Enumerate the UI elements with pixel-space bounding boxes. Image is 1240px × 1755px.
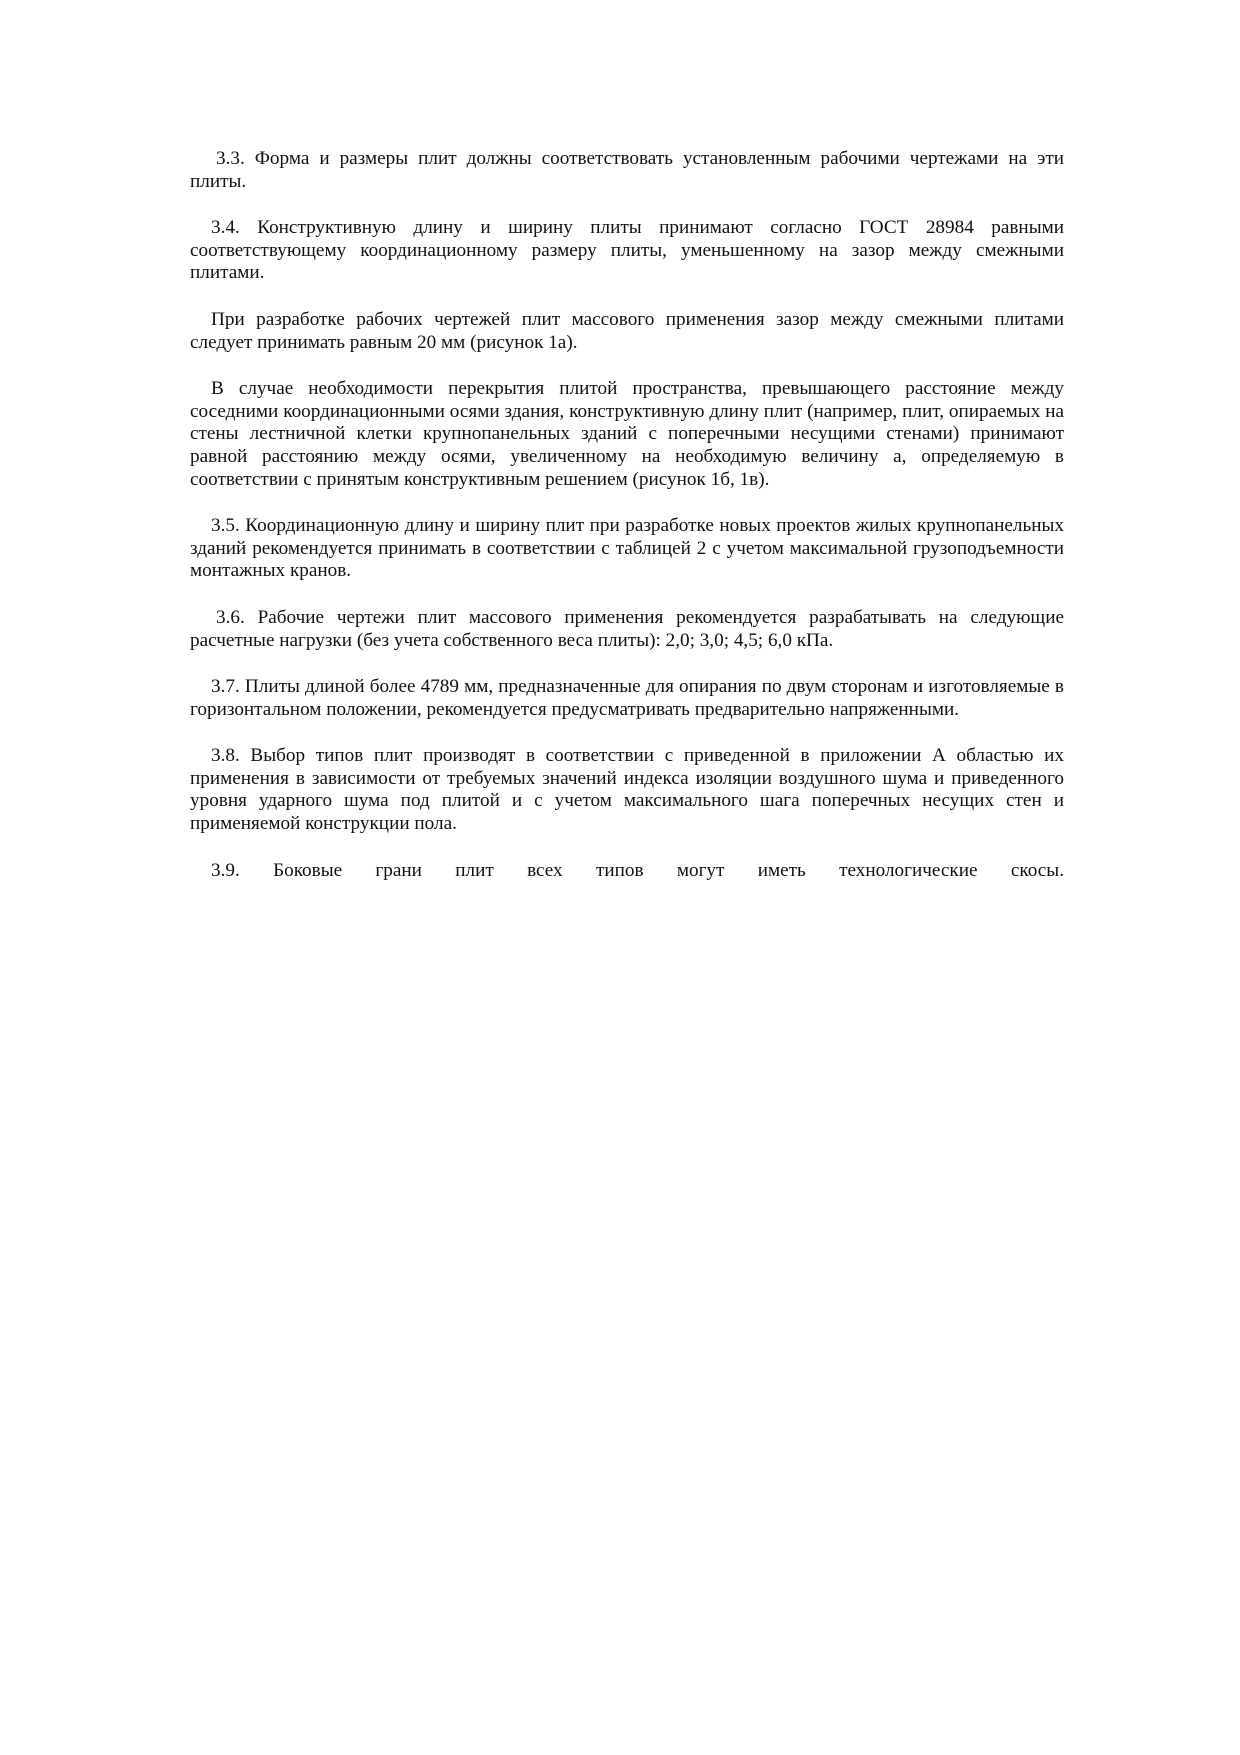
paragraph-3-4: 3.4. Конструктивную длину и ширину плиты принимают согласно ГОСТ 28984 равными соответствующему координационному размеру плиты, уменьшенному на зазор между смежными плитами. xyxy=(190,217,1064,284)
paragraph-3-8: 3.8. Выбор типов плит производят в соответствии с приведенной в приложении А областью их применения в зависимости от требуемых значений индекса изоляции воздушного шума и приведенного уровня ударного шума под плитой и с учетом максимального шага поперечных несущих стен и применяемой конструкции пола. xyxy=(190,745,1064,835)
document-page xyxy=(190,148,1064,906)
paragraph-extended-length: В случае необходимости перекрытия плитой пространства, превышающего расстояние между соседними координационными осями здания, конструктивную длину плит (например, плит, опираемых на стены лестничной клетки крупнопанельных зданий с поперечными несущими стенами) принимают равной расстоянию между осями, увеличенному на необходимую величину а, определяемую в соответствии с принятым конструктивным решением (рисунок 1б, 1в). xyxy=(190,378,1064,490)
paragraph-3-3: 3.3. Форма и размеры плит должны соответствовать установленным рабочими чертежами на эти плиты. xyxy=(190,148,1064,192)
paragraph-3-6: 3.6. Рабочие чертежи плит массового применения рекомендуется разрабатывать на следующие расчетные нагрузки (без учета собственного веса плиты): 2,0; 3,0; 4,5; 6,0 кПа. xyxy=(190,606,1064,651)
paragraph-3-5: 3.5. Координационную длину и ширину плит при разработке новых проектов жилых крупнопанельных зданий рекомендуется принимать в соответствии с таблицей 2 с учетом максимальной грузоподъемности монтажных кранов. xyxy=(190,515,1064,582)
paragraph-3-9: 3.9. Боковые грани плит всех типов могут иметь технологические скосы. xyxy=(211,859,1064,881)
paragraph-gap-20mm: При разработке рабочих чертежей плит массового применения зазор между смежными плитами следует принимать равным 20 мм (рисунок 1а). xyxy=(190,308,1064,353)
paragraph-3-7: 3.7. Плиты длиной более 4789 мм, предназначенные для опирания по двум сторонам и изготовляемые в горизонтальном положении, рекомендуется предусматривать предварительно напряженными. xyxy=(190,676,1064,720)
